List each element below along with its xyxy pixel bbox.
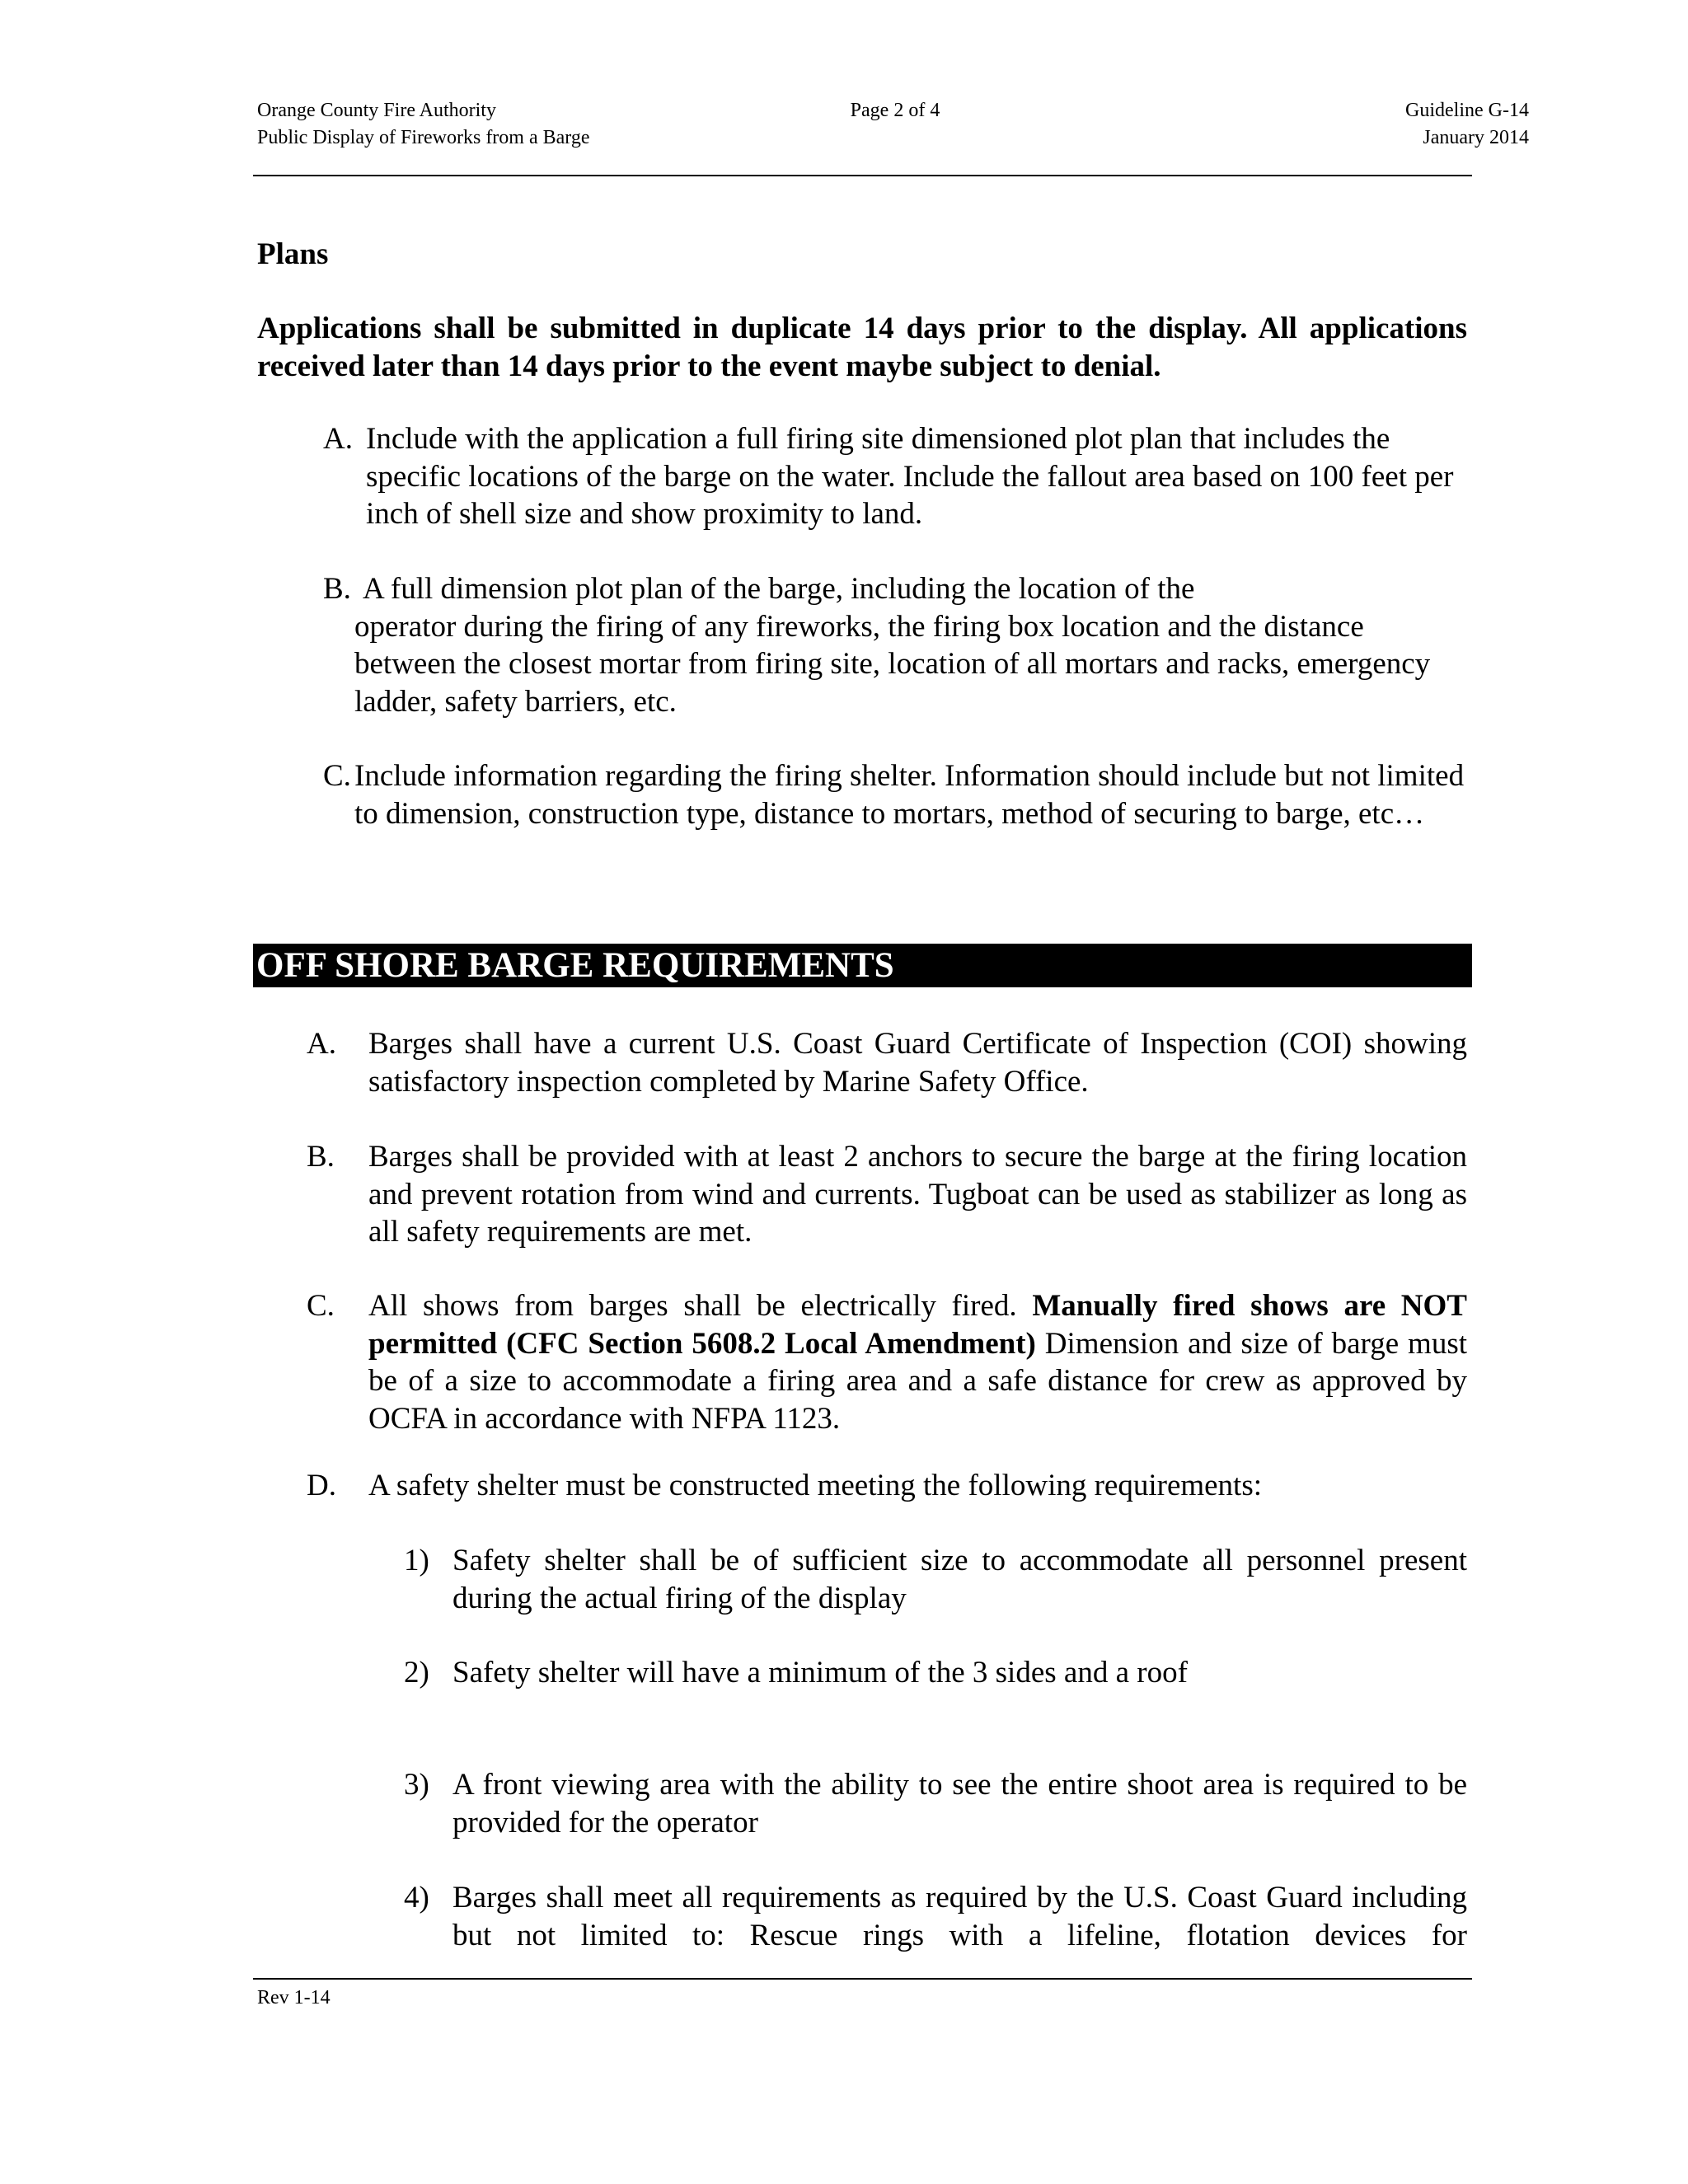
section-item-d-label: D. xyxy=(307,1469,336,1502)
header-date: January 2014 xyxy=(1423,127,1529,148)
plans-intro: Applications shall be submitted in duplicate 14 days prior to the display. All applications received later than 14 days prior to the event maybe subject to denial. xyxy=(257,312,1467,383)
plans-item-b-label: B. xyxy=(323,572,351,606)
footer-rule xyxy=(253,1978,1472,1980)
section-subitem-4-label: 4) xyxy=(404,1881,429,1915)
section-subitem-4-text: Barges shall meet all requirements as required by the U.S. Coast Guard including but not limited to: Rescue rings with a lifeline, flotation devices for xyxy=(452,1881,1467,1952)
header-guideline: Guideline G-14 xyxy=(1405,100,1529,121)
section-item-c-text-start: All shows from barges shall be electrically fired. xyxy=(368,1289,1033,1323)
section-item-a-label: A. xyxy=(307,1027,336,1061)
section-subitem-3 xyxy=(404,1766,1467,1841)
plans-item-c-label: C. xyxy=(323,759,351,793)
section-subitem-4 xyxy=(404,1879,1467,1954)
section-subitem-2-text: Safety shelter will have a minimum of the 3 sides and a roof xyxy=(452,1656,1188,1690)
section-item-d-text: A safety shelter must be constructed meeting the following requirements: xyxy=(368,1469,1263,1502)
section-item-d xyxy=(307,1467,1467,1505)
section-item-a-text: Barges shall have a current U.S. Coast Guard Certificate of Inspection (COI) showing satisfactory inspection completed by Marine Safety Office. xyxy=(368,1027,1467,1099)
section-heading: OFF SHORE BARGE REQUIREMENTS xyxy=(256,946,894,985)
section-item-c-text-bold: Manually fired shows are NOT permitted (CFC Section 5608.2 Local Amendment) xyxy=(368,1289,1467,1361)
plans-item-b-line1: A full dimension plot plan of the barge, including the location of the xyxy=(363,572,1195,606)
section-item-c-label: C. xyxy=(307,1289,335,1323)
section-subitem-3-label: 3) xyxy=(404,1768,429,1802)
section-heading-bar xyxy=(253,944,1472,987)
plans-item-a-text: Include with the application a full firing site dimensioned plot plan that includes the specific locations of the barge on the water. Include the fallout area based on 100 feet per inch of shell size and show proximity to land. xyxy=(366,422,1454,531)
plans-item-c-text: Include information regarding the firing shelter. Information should include but not limited to dimension, construction type, distance to mortars, method of securing to barge, etc… xyxy=(354,759,1465,831)
header-page-number: Page 2 of 4 xyxy=(850,100,940,121)
header-org: Orange County Fire Authority xyxy=(257,100,496,121)
section-item-c-text-end: Dimension and size of barge must be of a size to accommodate a firing area and a safe distance for crew as approved by OCFA in accordance with NFPA 1123. xyxy=(368,1326,1467,1436)
section-item-b-label: B. xyxy=(307,1140,335,1174)
section-item-c-text xyxy=(307,1287,1467,1437)
footer-revision: Rev 1-14 xyxy=(257,1987,331,2008)
header-right xyxy=(1405,97,1529,152)
section-subitem-2 xyxy=(404,1654,1467,1692)
section-item-b-text: Barges shall be provided with at least 2 anchors to secure the barge at the firing location and prevent rotation from wind and currents. Tugboat can be used as stabilizer as long as all safety requirements are met. xyxy=(368,1140,1467,1249)
plans-item-a xyxy=(323,420,1469,533)
section-item-c xyxy=(307,1287,1467,1437)
section-item-b xyxy=(307,1138,1467,1251)
plans-item-c xyxy=(323,757,1469,832)
section-subitem-3-text: A front viewing area with the ability to see the entire shoot area is required to be provided for the operator xyxy=(452,1768,1467,1840)
section-subitem-1-text: Safety shelter shall be of sufficient size to accommodate all personnel present during the actual firing of the display xyxy=(452,1544,1467,1615)
section-subitem-2-label: 2) xyxy=(404,1656,429,1690)
plans-item-b xyxy=(323,570,1469,720)
header-doc-title: Public Display of Fireworks from a Barge xyxy=(257,127,590,148)
plans-item-a-label: A. xyxy=(323,422,353,456)
section-item-a xyxy=(307,1025,1467,1100)
plans-item-b-text: operator during the firing of any fireworks, the firing box location and the distance between the closest mortar from firing site, location of all mortars and racks, emergency ladder, safety barriers, etc. xyxy=(354,609,1431,719)
section-subitem-1 xyxy=(404,1542,1467,1617)
header-rule xyxy=(253,175,1472,176)
section-subitem-1-label: 1) xyxy=(404,1544,429,1577)
plans-heading: Plans xyxy=(257,237,329,271)
